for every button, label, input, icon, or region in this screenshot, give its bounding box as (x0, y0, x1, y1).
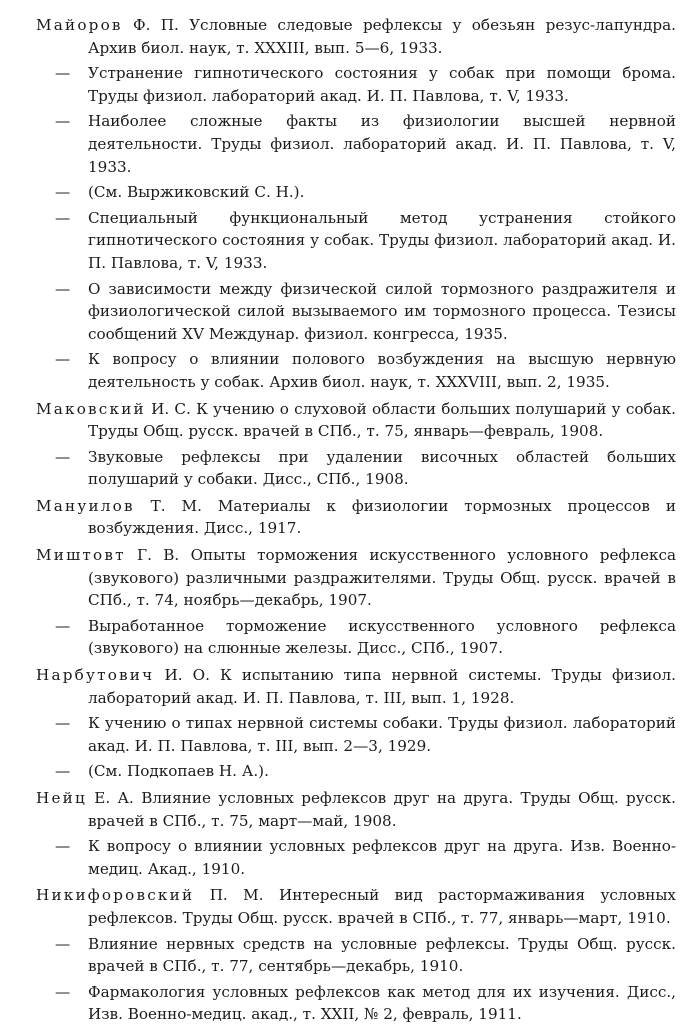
dash-mark: — (55, 982, 71, 1001)
bibliography-entry-author (36, 14, 676, 59)
entry-text: Т. М. Материалы к физиологии тормозных процессов и возбуждения. Дисс., 1917. (88, 496, 677, 538)
entry-text: И. С. К учению о слуховой области больших полушарий у собак. Труды Общ. русск. врачей в СПб., т. 75, январь—февраль, 1908. (88, 399, 676, 441)
entry-text: (См. Подкопаев Н. А.). (88, 762, 269, 781)
dash-mark: — (55, 762, 71, 781)
bibliography-entry-author (36, 544, 676, 612)
bibliography-entry-author (36, 495, 676, 540)
author-surname: Нарбутович (36, 666, 155, 685)
entry-text: Устранение гипнотического состояния у собак при помощи брома. Труды физиол. лабораторий акад. И. П. Павлова, т. V, 1933. (88, 64, 676, 105)
entry-text: К вопросу о влиянии полового возбуждения на высшую нервную деятельность у собак. Архив биол. наук, т. XXXVIII, вып. 2, 1935. (88, 350, 676, 391)
dash-mark: — (55, 64, 71, 83)
entry-text: К учению о типах нервной системы собаки. Труды физиол. лабораторий акад. И. П. Павлова, т. III, вып. 2—3, 1929. (88, 714, 676, 755)
dash-mark: — (55, 616, 71, 635)
bibliography-entry-continuation (36, 278, 676, 346)
entry-text: Фармакология условных рефлексов как метод для их изучения. Дисс., Изв. Военно-медиц. акад., т. XXII, № 2, февраль, 1911. (88, 982, 676, 1024)
bibliography-entry-continuation (36, 760, 676, 783)
dash-mark: — (55, 208, 71, 227)
bibliography-entry-author (36, 787, 676, 832)
dash-mark: — (55, 714, 71, 733)
bibliography-entry-continuation (36, 615, 676, 660)
bibliography-entry-author (36, 884, 676, 929)
entry-text: К вопросу о влиянии условных рефлексов друг на друга. Изв. Военно-медиц. Акад., 1910. (88, 837, 676, 878)
bibliography-entry-continuation (36, 348, 676, 393)
entry-text: Специальный функциональный метод устранения стойкого гипнотического состояния у собак. Труды физиол. лабораторий акад. И. П. Павлова, т. V, 1933. (88, 208, 676, 272)
entry-text: Г. В. Опыты торможения искусственного условного рефлекса (звукового) различными раздражителями. Труды Общ. русск. врачей в СПб., т. 74, ноябрь—декабрь, 1907. (88, 546, 677, 610)
bibliography-entry-continuation (36, 110, 676, 178)
bibliography-entry-continuation (36, 181, 676, 204)
dash-mark: — (55, 934, 71, 953)
dash-mark: — (55, 837, 71, 856)
bibliography-entry-continuation (36, 712, 676, 757)
bibliography-entry-continuation (36, 835, 676, 880)
dash-mark: — (55, 112, 71, 131)
author-surname: Никифоровский (36, 886, 195, 905)
entry-text: П. М. Интересный вид растормаживания условных рефлексов. Труды Общ. русск. врачей в СПб., т. 77, январь—март, 1910. (88, 886, 676, 927)
bibliography-entry-author (36, 664, 676, 709)
dash-mark: — (55, 183, 71, 202)
bibliography-entry-continuation (36, 62, 676, 107)
author-surname: Нейц (36, 789, 87, 807)
author-surname: Мануилов (36, 496, 135, 515)
dash-mark: — (55, 350, 71, 369)
entry-text: Выработанное торможение искусственного условного рефлекса (звукового) на слюнные железы. Дисс., СПб., 1907. (88, 616, 676, 658)
bibliography-entry-continuation (36, 933, 676, 978)
bibliography-entry-continuation (36, 981, 676, 1026)
entry-text: О зависимости между физической силой тормозного раздражителя и физиологической силой вызываемого им тормозного процесса. Тезисы сообщений XV Междунар. физиол. конгресса, 1935. (88, 279, 676, 343)
entry-text: Е. А. Влияние условных рефлексов друг на друга. Труды Общ. русск. врачей в СПб., т. 75, март—май, 1908. (88, 789, 676, 830)
entry-text: Звуковые рефлексы при удалении височных областей больших полушарий у собаки. Дисс., СПб., 1908. (88, 447, 676, 489)
dash-mark: — (55, 447, 71, 466)
bibliography-page (36, 14, 676, 1029)
dash-mark: — (55, 279, 71, 298)
entry-text: Ф. П. Условные следовые рефлексы у обезьян резус-лапундра. Архив биол. наук, т. XXXIII, вып. 5—6, 1933. (88, 16, 677, 57)
bibliography-entry-continuation (36, 446, 676, 491)
bibliography-entry-author (36, 398, 676, 443)
bibliography-entry-continuation (36, 207, 676, 275)
author-surname: Маковский (36, 399, 146, 418)
entry-text: Наиболее сложные факты из физиологии высшей нервной деятельности. Труды физиол. лабораторий акад. И. П. Павлова, т. V, 1933. (88, 112, 676, 176)
author-surname: Майоров (36, 16, 123, 34)
entry-text: (См. Выржиковский С. Н.). (88, 183, 305, 202)
author-surname: Миштовт (36, 546, 126, 565)
entry-text: И. О. К испытанию типа нервной системы. Труды физиол. лабораторий акад. И. П. Павлова, т. III, вып. 1, 1928. (88, 666, 677, 707)
entry-text: Влияние нервных средств на условные рефлексы. Труды Общ. русск. врачей в СПб., т. 77, сентябрь—декабрь, 1910. (88, 934, 676, 976)
